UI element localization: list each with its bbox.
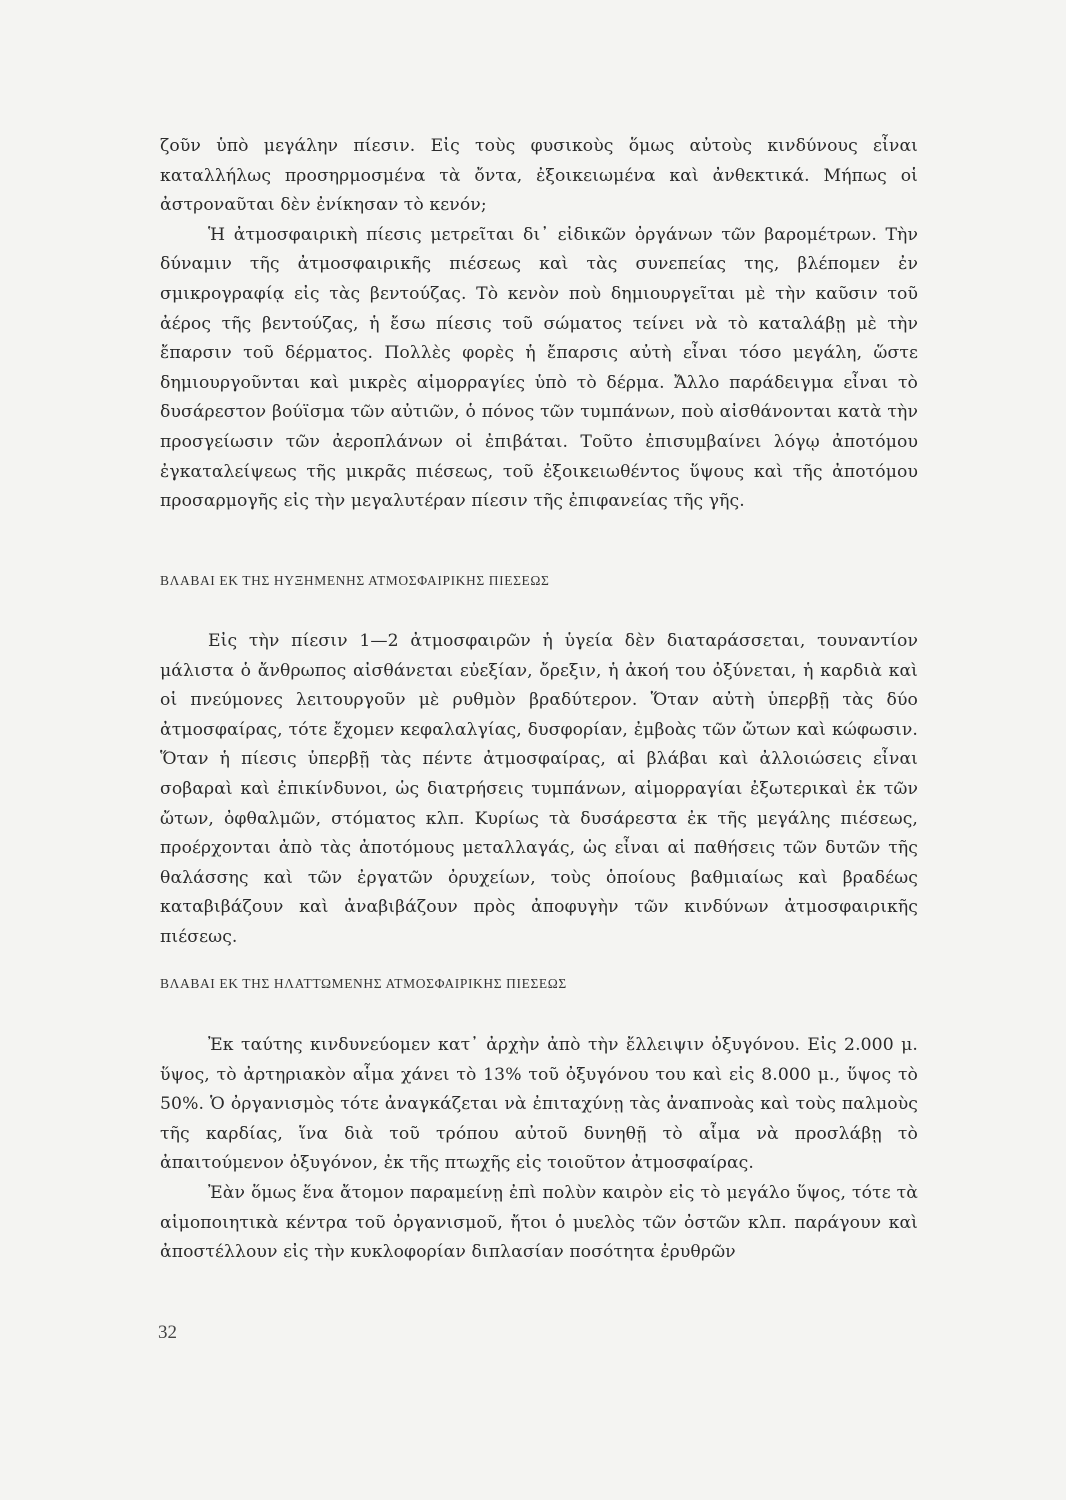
text-block-increased-pressure: [160, 627, 918, 953]
text-block-decreased-pressure: [160, 1031, 918, 1268]
paragraph: Ἐὰν ὅμως ἕνα ἄτομον παραμείνῃ ἐπὶ πολὺν καιρὸν εἰς τὸ μεγάλο ὕψος, τότε τὰ αἱμοποιητικὰ κέντρα τοῦ ὀργανισμοῦ, ἤτοι ὁ μυελὸς τῶν ὀστῶν κλπ. παράγουν καὶ ἀποστέλλουν εἰς τὴν κυκλοφορίαν διπλασίαν ποσότητα ἐρυθρῶν: [160, 1182, 918, 1263]
paragraph: Ἐκ ταύτης κινδυνεύομεν κατ᾽ ἀρχὴν ἀπὸ τὴν ἔλλειψιν ὀξυγόνου. Εἰς 2.000 μ. ὕψος, τὸ ἀρτηριακὸν αἷμα χάνει τὸ 13% τοῦ ὀξυγόνου του καὶ εἰς 8.000 μ., ὕψος τὸ 50%. Ὁ ὀργανισμὸς τότε ἀναγκάζεται νὰ ἐπιταχύνῃ τὰς ἀναπνοὰς καὶ τοὺς παλμοὺς τῆς καρδίας, ἵνα διὰ τοῦ τρόπου αὐτοῦ δυνηθῇ τὸ αἷμα νὰ προσλάβῃ τὸ ἀπαιτούμενον ὀξυγόνον, ἐκ τῆς πτωχῆς εἰς τοιοῦτον ἀτμοσφαίρας.: [160, 1035, 918, 1174]
section-heading: ΒΛΑΒΑΙ ΕΚ ΤΗΣ ΗΛΑΤΤΩΜΕΝΗΣ ΑΤΜΟΣΦΑΙΡΙΚΗΣ ΠΙΕΣΕΩΣ: [160, 976, 567, 991]
text-block-intro: [160, 132, 918, 517]
paragraph: Ἡ ἀτμοσφαιρικὴ πίεσις μετρεῖται δι᾽ εἰδικῶν ὀργάνων τῶν βαρομέτρων. Τὴν δύναμιν τῆς ἀτμοσφαιρικῆς πιέσεως καὶ τὰς συνεπείας της, βλέπομεν ἐν σμικρογραφίᾳ εἰς τὰς βεντούζας. Τὸ κενὸν ποὺ δημιουργεῖται μὲ τὴν καῦσιν τοῦ ἀέρος τῆς βεντούζας, ἡ ἔσω πίεσις τοῦ σώματος τείνει νὰ τὸ καταλάβῃ μὲ τὴν ἔπαρσιν τοῦ δέρματος. Πολλὲς φορὲς ἡ ἔπαρσις αὐτὴ εἶναι τόσο μεγάλη, ὥστε δημιουργοῦνται καὶ μικρὲς αἱμορραγίες ὑπὸ τὸ δέρμα. Ἄλλο παράδειγμα εἶναι τὸ δυσάρεστον βούϊσμα τῶν αὐτιῶν, ὁ πόνος τῶν τυμπάνων, ποὺ αἰσθάνονται κατὰ τὴν προσγείωσιν τῶν ἀεροπλάνων οἱ ἐπιβάται. Τοῦτο ἐπισυμβαίνει λόγῳ ἀποτόμου ἐγκαταλείψεως τῆς μικρᾶς πιέσεως, τοῦ ἐξοικειωθέντος ὕψους καὶ τῆς ἀποτόμου προσαρμογῆς εἰς τὴν μεγαλυτέραν πίεσιν τῆς ἐπιφανείας τῆς γῆς.: [160, 224, 918, 512]
paragraph: ζοῦν ὑπὸ μεγάλην πίεσιν. Εἰς τοὺς φυσικοὺς ὅμως αὐτοὺς κινδύνους εἶναι καταλλήλως προσηρμοσμένα τὰ ὄντα, ἐξοικειωμένα καὶ ἀνθεκτικά. Μήπως οἱ ἀστροναῦται δὲν ἐνίκησαν τὸ κενόν;: [160, 136, 918, 216]
page-number: 32: [158, 1322, 177, 1343]
paragraph: Εἰς τὴν πίεσιν 1—2 ἀτμοσφαιρῶν ἡ ὑγεία δὲν διαταράσσεται, τουναντίον μάλιστα ὁ ἄνθρωπος αἰσθάνεται εὐεξίαν, ὄρεξιν, ἡ ἀκοή του ὀξύνεται, ἡ καρδιὰ καὶ οἱ πνεύμονες λειτουργοῦν μὲ ρυθμὸν βραδύτερον. Ὅταν αὐτὴ ὑπερβῇ τὰς δύο ἀτμοσφαίρας, τότε ἔχομεν κεφαλαλγίας, δυσφορίαν, ἐμβοὰς τῶν ὤτων καὶ κώφωσιν. Ὅταν ἡ πίεσις ὑπερβῇ τὰς πέντε ἀτμοσφαίρας, αἱ βλάβαι καὶ ἀλλοιώσεις εἶναι σοβαραὶ καὶ ἐπικίνδυνοι, ὡς διατρήσεις τυμπάνων, αἱμορραγίαι ἐξωτερικαὶ ἐκ τῶν ὤτων, ὀφθαλμῶν, στόματος κλπ. Κυρίως τὰ δυσάρεστα ἐκ τῆς μεγάλης πιέσεως, προέρχονται ἀπὸ τὰς ἀποτόμους μεταλλαγάς, ὡς εἶναι αἱ παθήσεις τῶν δυτῶν τῆς θαλάσσης καὶ τῶν ἐργατῶν ὀρυχείων, τοὺς ὁποίους βαθμιαίως καὶ βραδέως καταβιβάζουν καὶ ἀναβιβάζουν πρὸς ἀποφυγὴν τῶν κινδύνων ἀτμοσφαιρικῆς πιέσεως.: [160, 631, 918, 947]
section-heading: ΒΛΑΒΑΙ ΕΚ ΤΗΣ ΗΥΞΗΜΕΝΗΣ ΑΤΜΟΣΦΑΙΡΙΚΗΣ ΠΙΕΣΕΩΣ: [160, 573, 550, 588]
